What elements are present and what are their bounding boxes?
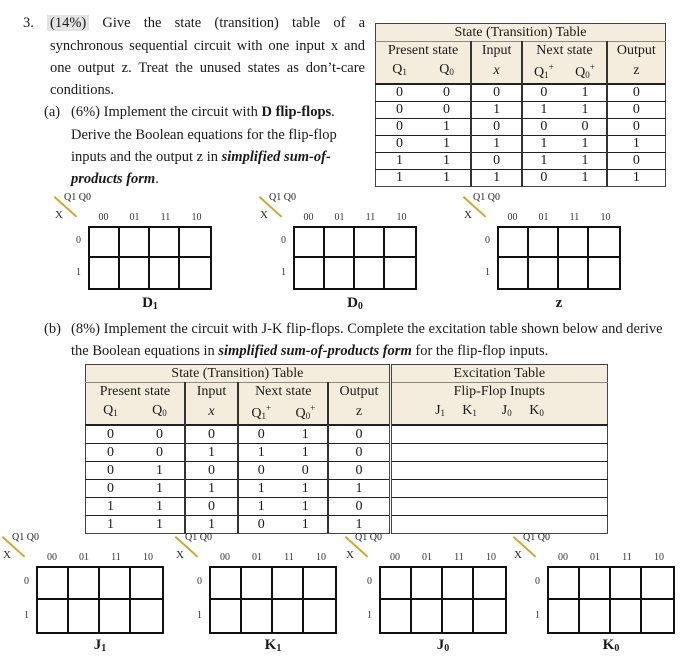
col-z: z [607, 59, 666, 84]
kmap-grid [209, 566, 337, 634]
question-intro-line-3: one output z. Treat the unused states as don’t-care [50, 60, 365, 76]
kmap-cell[interactable] [295, 258, 325, 288]
kmap-column-header: 01 [79, 552, 89, 563]
cell-q0-next: 1 [564, 170, 606, 187]
kmap-cell[interactable] [499, 228, 529, 258]
col-x-b: x [185, 400, 238, 425]
table-row [376, 136, 666, 153]
kmap-cell[interactable] [412, 600, 443, 632]
cell-q0: 0 [423, 102, 471, 119]
excitation-input-cell[interactable] [390, 462, 607, 480]
cell-z: 1 [328, 480, 390, 498]
cell-q1-next: 0 [540, 119, 548, 134]
kmap-cell[interactable] [69, 568, 100, 600]
kmap-grid [88, 226, 212, 290]
cell-q1-next: 1 [257, 498, 265, 514]
cell-q1: 0 [396, 136, 403, 151]
table-row [86, 462, 608, 480]
cell-q0: 1 [423, 136, 471, 153]
cell-q1: 0 [106, 426, 114, 442]
part-a-label: (a) [44, 104, 61, 120]
cell-x: 0 [471, 84, 522, 102]
kmap-cell[interactable] [499, 258, 529, 288]
header-output: Output [607, 42, 666, 60]
col-q0-next-b: $Q_0^+$ [283, 400, 328, 425]
kmap-label: $K_1$ [264, 637, 282, 654]
kmap-cell[interactable] [69, 600, 100, 632]
table-row [86, 516, 608, 534]
cell-q1: 1 [396, 153, 403, 168]
excitation-input-cell[interactable] [390, 498, 607, 516]
kmap-cell[interactable] [100, 600, 131, 632]
kmap-cell[interactable] [120, 258, 150, 288]
table-row [376, 170, 666, 187]
kmap-row-header: 1 [24, 610, 29, 621]
col-q0-next: $Q_0^+$ [564, 59, 606, 84]
cell-z: 0 [632, 153, 640, 168]
cell-z: 1 [328, 516, 390, 534]
col-x: x [471, 59, 522, 84]
kmap-cell[interactable] [304, 568, 335, 600]
header-next-state-b: Next state [238, 383, 328, 401]
cell-q1-next: 0 [257, 462, 265, 478]
kmap-cell[interactable] [589, 228, 619, 258]
cell-x: 1 [185, 480, 238, 498]
kmap-row-variable: X [464, 209, 472, 221]
kmap-cell[interactable] [549, 568, 580, 600]
cell-q1: 0 [396, 119, 403, 134]
kmap-grid [497, 226, 621, 290]
kmap-cell[interactable] [150, 228, 180, 258]
excitation-input-cell[interactable] [390, 480, 607, 498]
kmap-cell[interactable] [412, 568, 443, 600]
cell-z: 0 [328, 444, 390, 462]
kmap-cell[interactable] [242, 600, 273, 632]
cell-q1-next: 0 [540, 170, 548, 185]
state-table-title: State (Transition) Table [376, 24, 666, 42]
kmap-label: $K_0$ [602, 637, 620, 654]
cell-q1: 0 [106, 462, 114, 478]
kmap-row-header: 1 [367, 610, 372, 621]
cell-q0-next: 1 [564, 102, 606, 119]
cell-q0: 1 [423, 153, 471, 170]
col-j1: $J_1$ [390, 400, 451, 425]
col-q1-next: $Q_1^+$ [522, 59, 564, 84]
cell-q1: 0 [396, 102, 403, 117]
kmap-grid [293, 226, 417, 290]
kmap-row-header: 1 [485, 267, 490, 278]
state-table-title-b: State (Transition) Table [86, 365, 391, 383]
cell-q0-next: 1 [283, 444, 328, 462]
part-a-line-3: inputs and the output z in simplified sum-of- [71, 149, 331, 165]
col-k0: $K_0$ [525, 400, 607, 425]
kmap-cell[interactable] [90, 228, 120, 258]
kmap-cell[interactable] [242, 568, 273, 600]
kmap-column-variables: Q1 Q0 [473, 192, 500, 203]
cell-x: 0 [185, 462, 238, 480]
table-row [86, 425, 608, 444]
kmap-cell[interactable] [295, 228, 325, 258]
cell-z: 0 [328, 498, 390, 516]
cell-x: 1 [185, 444, 238, 462]
cell-q1-next: 1 [540, 153, 548, 168]
question-number: 3. [23, 15, 34, 31]
kmap-column-header: 10 [191, 212, 202, 223]
kmap-cell[interactable] [642, 600, 673, 632]
header-flip-flop-inputs: Flip-Flop Inupts [390, 383, 607, 401]
table-row [86, 480, 608, 498]
header-present-state-b: Present state [86, 383, 185, 401]
cell-q1-next: 0 [257, 516, 265, 532]
kmap-cell[interactable] [443, 568, 474, 600]
part-a-line-1: (6%) Implement the circuit with D flip-flops. [71, 104, 335, 120]
cell-q1: 1 [106, 516, 114, 532]
kmap-cell[interactable] [529, 228, 559, 258]
part-a-line-4: products form. [71, 171, 159, 187]
cell-q1: 1 [106, 498, 114, 514]
kmap-column-header: 00 [220, 552, 230, 563]
question-weight: (14%) [47, 15, 89, 31]
kmap-cell[interactable] [180, 258, 210, 288]
kmap-cell[interactable] [131, 600, 162, 632]
cell-q0: 1 [135, 480, 185, 498]
kmap-cell[interactable] [385, 228, 415, 258]
kmap-column-header: 10 [396, 212, 407, 223]
cell-q0-next: 0 [283, 462, 328, 480]
kmap-column-header: 00 [303, 212, 314, 223]
header-next-state: Next state [522, 42, 606, 60]
kmap-column-header: 01 [590, 552, 600, 563]
cell-z: 1 [632, 136, 640, 151]
kmap-label: $J_0$ [436, 637, 450, 654]
kmap-cell[interactable] [385, 258, 415, 288]
cell-q1-next: 1 [540, 136, 548, 151]
cell-q1-next: 0 [257, 426, 265, 442]
cell-x: 1 [471, 102, 522, 119]
kmap-column-header: 10 [600, 212, 611, 223]
kmap-row-variable: X [346, 549, 354, 561]
cell-z: 0 [328, 462, 390, 480]
table-row [86, 444, 608, 462]
cell-x: 1 [471, 170, 522, 187]
table-row [376, 84, 666, 102]
kmap-cell[interactable] [611, 600, 642, 632]
cell-q0: 1 [423, 119, 471, 136]
cell-q1-next: 1 [540, 102, 548, 117]
kmap-row-header: 1 [535, 610, 540, 621]
kmap-cell[interactable] [100, 568, 131, 600]
cell-q1-next: 1 [257, 480, 265, 496]
excitation-input-cell[interactable] [390, 516, 607, 534]
kmap-row-header: 1 [197, 610, 202, 621]
cell-q1: 0 [106, 444, 114, 460]
kmap-column-variables: Q1 Q0 [64, 192, 91, 203]
kmap-column-header: 01 [422, 552, 432, 563]
kmap-cell[interactable] [529, 258, 559, 288]
cell-q1-next: 0 [540, 85, 548, 100]
kmap-row-variable: X [3, 549, 11, 561]
part-b-label: (b) [44, 321, 61, 337]
kmap-row-header: 1 [76, 267, 81, 278]
kmap-row-header: 0 [281, 235, 286, 246]
kmap-column-header: 00 [558, 552, 568, 563]
kmap-column-header: 00 [98, 212, 109, 223]
kmap-column-header: 00 [47, 552, 57, 563]
question-intro-line-4: conditions. [50, 82, 115, 98]
kmap-grid [547, 566, 675, 634]
kmap-cell[interactable] [38, 600, 69, 632]
header-input: Input [471, 42, 522, 60]
cell-q0-next: 1 [283, 425, 328, 444]
kmap-cell[interactable] [273, 568, 304, 600]
cell-q0: 0 [423, 84, 471, 102]
header-output-b: Output [328, 383, 390, 401]
kmap-label: z [555, 295, 563, 311]
kmap-cell[interactable] [549, 600, 580, 632]
question-intro-line-1: (14%) Give the state (transition) table of a [47, 12, 365, 34]
cell-q0: 0 [135, 444, 185, 462]
kmap-cell[interactable] [304, 600, 335, 632]
kmap-column-header: 11 [284, 552, 294, 563]
state-excitation-table-part-b [85, 364, 608, 534]
kmap-column-header: 01 [252, 552, 262, 563]
part-a-line-2: Derive the Boolean equations for the flip-flop [71, 127, 337, 143]
kmap-cell[interactable] [38, 568, 69, 600]
kmap-column-header: 01 [129, 212, 140, 223]
kmap-row-header: 0 [24, 576, 29, 587]
cell-q0-next: 1 [283, 498, 328, 516]
col-q1: $Q_1$ [376, 59, 424, 84]
cell-q0-next: 1 [564, 153, 606, 170]
kmap-column-variables: Q1 Q0 [269, 192, 296, 203]
excitation-input-cell[interactable] [390, 444, 607, 462]
excitation-input-cell[interactable] [390, 425, 607, 444]
kmap-column-header: 11 [111, 552, 121, 563]
kmap-cell[interactable] [211, 600, 242, 632]
cell-z: 0 [632, 85, 640, 100]
kmap-label: $J_1$ [93, 637, 107, 654]
cell-q0-next: 1 [283, 480, 328, 498]
part-b-line-1: (8%) Implement the circuit with J-K flip-flops. Complete the excitation table shown below and derive [71, 321, 663, 337]
cell-x: 1 [471, 136, 522, 153]
cell-z: 0 [632, 102, 640, 117]
kmap-row-header: 0 [367, 576, 372, 587]
cell-q0: 1 [135, 516, 185, 534]
cell-q0: 1 [423, 170, 471, 187]
cell-q1: 0 [396, 85, 403, 100]
kmap-column-variables: Q1 Q0 [12, 532, 39, 543]
kmap-column-header: 11 [622, 552, 632, 563]
kmap-cell[interactable] [443, 600, 474, 632]
kmap-row-variable: X [55, 209, 63, 221]
kmap-cell[interactable] [355, 228, 385, 258]
header-input-b: Input [185, 383, 238, 401]
kmap-column-header: 10 [143, 552, 153, 563]
kmap-column-header: 11 [160, 212, 171, 223]
col-q0-b: $Q_0$ [135, 400, 185, 425]
question-intro-line-2: synchronous sequential circuit with one input x and [50, 38, 365, 54]
kmap-row-variable: X [176, 549, 184, 561]
kmap-grid [36, 566, 164, 634]
cell-q1: 1 [396, 170, 403, 185]
cell-x: 1 [185, 516, 238, 534]
kmap-cell[interactable] [474, 568, 505, 600]
kmap-row-header: 0 [197, 576, 202, 587]
kmap-cell[interactable] [150, 258, 180, 288]
kmap-cell[interactable] [642, 568, 673, 600]
kmap-column-header: 10 [654, 552, 664, 563]
kmap-cell[interactable] [381, 568, 412, 600]
kmap-cell[interactable] [580, 568, 611, 600]
state-table-part-a [375, 23, 666, 187]
cell-q1: 0 [106, 480, 114, 496]
cell-q0-next: 1 [283, 516, 328, 534]
kmap-cell[interactable] [381, 600, 412, 632]
kmap-cell[interactable] [325, 258, 355, 288]
cell-q0-next: 0 [564, 119, 606, 136]
kmap-row-header: 0 [535, 576, 540, 587]
kmap-column-header: 01 [538, 212, 549, 223]
kmap-cell[interactable] [580, 600, 611, 632]
table-row [376, 119, 666, 136]
kmap-column-header: 11 [454, 552, 464, 563]
header-present-state: Present state [376, 42, 472, 60]
kmap-cell[interactable] [474, 600, 505, 632]
kmap-column-header: 00 [390, 552, 400, 563]
kmap-row-variable: X [260, 209, 268, 221]
table-row [86, 498, 608, 516]
kmap-cell[interactable] [589, 258, 619, 288]
kmap-cell[interactable] [559, 258, 589, 288]
kmap-row-variable: X [514, 549, 522, 561]
kmap-row-header: 0 [485, 235, 490, 246]
cell-q0-next: 1 [564, 84, 606, 102]
col-q1-next-b: $Q_1^+$ [238, 400, 283, 425]
cell-x: 0 [185, 498, 238, 516]
kmap-label: $D_0$ [347, 295, 363, 312]
col-q0: $Q_0$ [423, 59, 471, 84]
col-q1-b: $Q_1$ [86, 400, 135, 425]
kmap-cell[interactable] [355, 258, 385, 288]
table-row [376, 102, 666, 119]
kmap-column-variables: Q1 Q0 [355, 532, 382, 543]
kmap-cell[interactable] [273, 600, 304, 632]
cell-q0: 1 [135, 462, 185, 480]
kmap-row-header: 1 [281, 267, 286, 278]
cell-z: 0 [632, 119, 640, 134]
kmap-column-variables: Q1 Q0 [523, 532, 550, 543]
cell-x: 0 [471, 119, 522, 136]
kmap-column-header: 00 [507, 212, 518, 223]
kmap-row-header: 0 [76, 235, 81, 246]
cell-z: 0 [328, 425, 390, 444]
kmap-column-header: 01 [334, 212, 345, 223]
kmap-label: $D_1$ [142, 295, 158, 312]
col-z-b: z [328, 400, 390, 425]
cell-q0-next: 1 [564, 136, 606, 153]
col-j0: $J_0$ [488, 400, 525, 425]
kmap-column-variables: Q1 Q0 [185, 532, 212, 543]
cell-x: 0 [471, 153, 522, 170]
kmap-cell[interactable] [180, 228, 210, 258]
kmap-cell[interactable] [211, 568, 242, 600]
cell-q0: 0 [135, 425, 185, 444]
kmap-cell[interactable] [90, 258, 120, 288]
kmap-column-header: 10 [486, 552, 496, 563]
kmap-column-header: 11 [365, 212, 376, 223]
kmap-cell[interactable] [120, 228, 150, 258]
col-k1: $K_1$ [451, 400, 488, 425]
kmap-grid [379, 566, 507, 634]
cell-q0: 1 [135, 498, 185, 516]
cell-z: 1 [632, 170, 640, 185]
cell-x: 0 [185, 425, 238, 444]
kmap-cell[interactable] [611, 568, 642, 600]
kmap-cell[interactable] [325, 228, 355, 258]
kmap-cell[interactable] [131, 568, 162, 600]
kmap-column-header: 10 [316, 552, 326, 563]
kmap-column-header: 11 [569, 212, 580, 223]
kmap-cell[interactable] [559, 228, 589, 258]
excitation-table-title: Excitation Table [390, 365, 607, 383]
table-row [376, 153, 666, 170]
cell-q1-next: 1 [257, 444, 265, 460]
part-b-line-2: the Boolean equations in simplified sum-of-products form for the flip-flop inputs. [71, 343, 549, 359]
